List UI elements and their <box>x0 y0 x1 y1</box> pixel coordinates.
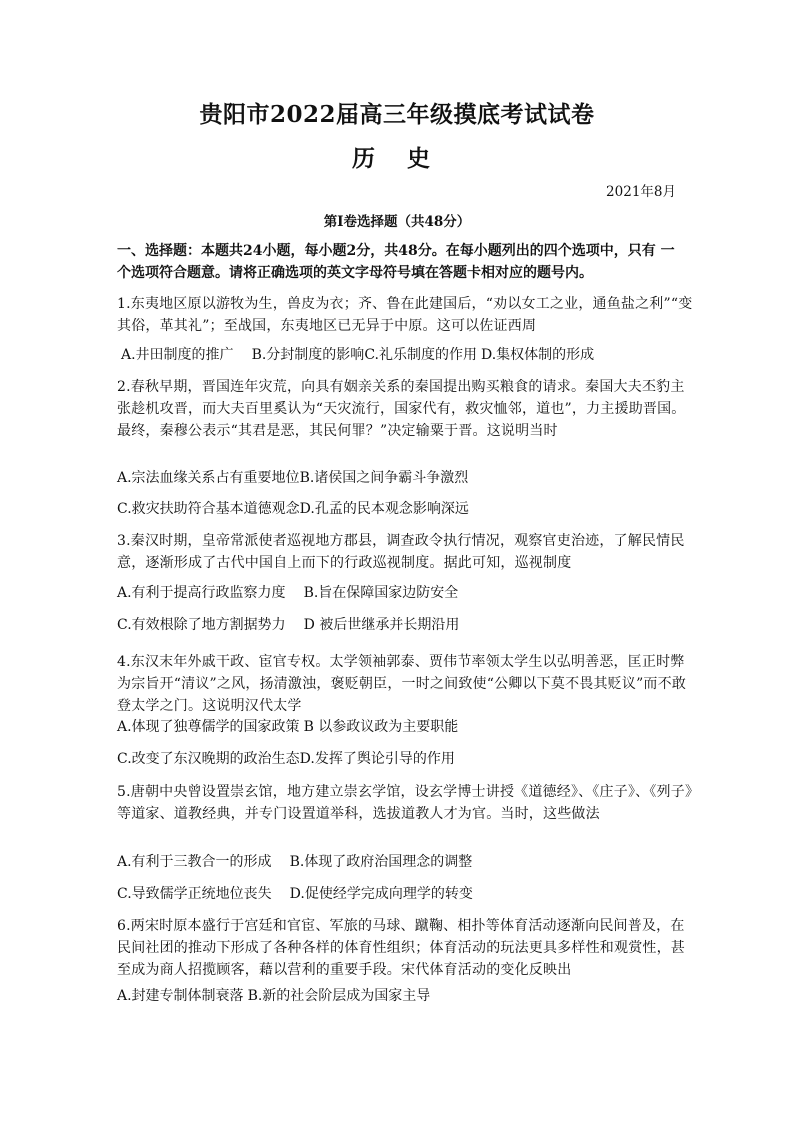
exam-date: 2021年8月 <box>606 184 676 200</box>
q4-option-d: D.发挥了舆论引导的作用 <box>299 751 455 767</box>
q3-option-d: D 被后世继承并长期沿用 <box>303 617 460 633</box>
q6-option-a: A.封建专制体制衰落 <box>117 988 244 1004</box>
q3-option-b: B.旨在保障国家边防安全 <box>303 585 459 601</box>
q2-option-d: D.孔孟的民本观念影响深远 <box>299 501 469 517</box>
question-2-options-row1 <box>117 467 695 489</box>
question-6-options-row1 <box>117 985 695 1007</box>
instructions: 一、选择题：本题共24小题，每小题2分，共48分。在每小题列出的四个选项中，只有 一个选项符合题意。请将正确选项的英文字母符号填在答题卡相对应的题号内。 <box>117 243 675 281</box>
question-3-options-row1 <box>117 582 695 604</box>
question-3-options-row2 <box>117 614 695 636</box>
q4-option-b: B 以参政议政为主要职能 <box>303 719 459 735</box>
q2-option-c: C.救灾扶助符合基本道德观念 <box>117 501 300 517</box>
q2-option-b: B.诸侯国之间争霸斗争激烈 <box>299 470 469 486</box>
question-1-options <box>117 344 695 366</box>
q5-option-a: A.有利于三教合一的形成 <box>117 854 272 870</box>
question-4-options-row1 <box>117 716 695 738</box>
q1-option-a: A.井田制度的推广 <box>121 347 234 363</box>
question-4-stem: 4.东汉末年外戚干政、宦官专权。太学领袖郭泰、贾伟节率领太学生以弘明善恶，匡正时弊为宗旨开“清议”之风，扬清激浊，褒贬朝臣，一时之间致使“公卿以下莫不畏其贬议”而不敢登太学之门。这说明汉代太学 <box>117 654 687 714</box>
q6-option-b: B.新的社会阶层成为国家主导 <box>247 988 431 1004</box>
q4-option-a: A.体现了独尊儒学的国家政策 <box>117 719 300 735</box>
q5-option-c: C.导致儒学正统地位丧失 <box>117 886 272 902</box>
question-4-options-row2 <box>117 748 695 770</box>
question-1-stem: 1.东夷地区原以游牧为生，兽皮为衣；齐、鲁在此建国后，“劝以女工之业，通鱼盐之利”“变其俗，革其礼”；至战国，东夷地区已无异于中原。这可以佐证西周 <box>117 296 693 334</box>
exam-title: 贵阳市2022届高三年级摸底考试试卷 <box>199 101 595 128</box>
q1-option-c: C.礼乐制度的作用 <box>364 347 477 363</box>
q2-option-a: A.宗法血缘关系占有重要地位 <box>117 470 300 486</box>
question-3-stem: 3.秦汉时期，皇帝常派使者巡视地方郡县，调查政令执行情况，观察官吏治迹，了解民情民意，逐渐形成了古代中国自上而下的行政巡视制度。据此可知，巡视制度 <box>117 533 685 571</box>
question-5-stem: 5.唐朝中央曾设置崇玄馆，地方建立崇玄学馆，设玄学博士讲授《道德经》、《庄子》、《列子》等道家、道教经典，并专门设置道举科，选拔道教人才为官。当时，这些做法 <box>117 784 693 822</box>
q1-option-d: D.集权体制的形成 <box>480 347 595 363</box>
question-5-options-row2 <box>117 883 695 905</box>
question-2-stem: 2.春秋早期，晋国连年灾荒，向具有姻亲关系的秦国提出购买粮食的请求。秦国大夫丕豹主张趁机攻晋，而大夫百里奚认为“天灾流行，国家代有，救灾恤邻，道也”，力主援助晋国。最终，秦穆公表示“其君是恶，其民何罪？”决定输粟于晋。这说明当时 <box>117 379 686 439</box>
question-2-options-row2 <box>117 498 695 520</box>
q4-option-c: C.改变了东汉晚期的政治生态 <box>117 751 300 767</box>
q3-option-a: A.有利于提高行政监察力度 <box>117 585 286 601</box>
q3-option-c: C.有效根除了地方割据势力 <box>117 617 286 633</box>
section-heading: 第I卷选择题（共48分） <box>323 214 471 230</box>
question-6-stem: 6.两宋时原本盛行于宫廷和官宦、军旅的马球、蹴鞠、相扑等体育活动逐渐向民间普及，在民间社团的推动下形成了各种各样的体育性组织；体育活动的玩法更具多样性和观赏性，甚至成为商人招揽顾客，藉以营利的重要手段。宋代体育活动的变化反映出 <box>117 918 685 978</box>
q5-option-b: B.体现了政府治国理念的调整 <box>289 854 473 870</box>
q5-option-d: D.促使经学完成向理学的转变 <box>289 886 473 902</box>
q1-option-b: B.分封制度的影响 <box>251 347 365 363</box>
subject-title: 历 史 <box>351 145 442 172</box>
question-5-options-row1 <box>117 851 695 873</box>
